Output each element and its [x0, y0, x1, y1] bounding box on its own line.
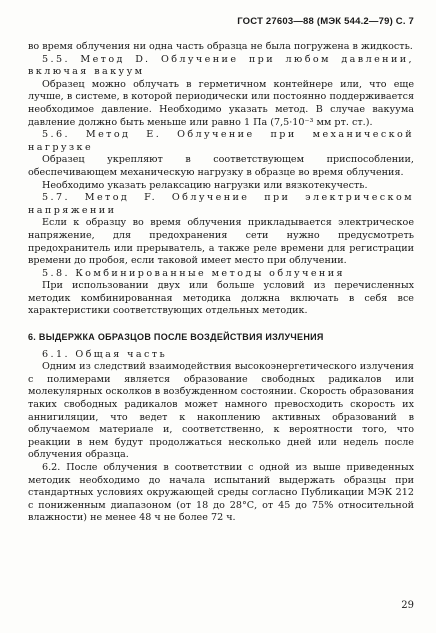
paragraph-combined-methods: При использовании двух или больше условий из перечисленных методик комбинированная методика должна включать в себя все характеристики соответствующих отдельных методик. — [28, 280, 414, 317]
paragraph-method-f: Если к образцу во время облучения прикладывается электрическое напряжение, для предохранения сети нужно предусмотреть предохранитель или прерыватель, а также реле времени для регистрации времени до пробоя, если таковой имеет место при облучении. — [28, 217, 414, 267]
paragraph-method-e-note: Необходимо указать релаксацию нагрузки или вязкотекучесть. — [42, 179, 368, 191]
subsection-heading-5-6: 5.6. Метод E. Облучение при механической нагрузке — [28, 129, 414, 153]
paragraph-method-d: Образец можно облучать в герметичном контейнере или, что еще лучше, в системе, в которой периодически или постоянно поддерживается необходимое давление. Необходимо указать метод. В случае вакуума давление должно быть меньше или равно 1 Па (7,5·10⁻³ мм рт. ст.). — [28, 78, 414, 128]
subsection-heading-5-8: 5.8. Комбинированные методы облучения — [42, 267, 345, 279]
subsection-heading-5-5: 5.5. Метод D. Облучение при любом давлении, включая вакуум — [28, 53, 414, 78]
section-heading-6: 6. ВЫДЕРЖКА ОБРАЗЦОВ ПОСЛЕ ВОЗДЕЙСТВИЯ ИЗЛУЧЕНИЯ — [28, 332, 324, 343]
paragraph-continuation: во время облучения ни одна часть образца не была погружена в жидкость. — [28, 41, 413, 52]
document-body — [28, 41, 414, 525]
paragraph-6-2: 6.2. После облучения в соответствии с одной из выше приведенных методик необходимо до начала испытаний выдержать образцы при стандартных условиях окружающей среды согласно Публикации МЭК 212 с пониженным диапазоном (от 18 до 28°С, от 45 до 75% относительной влажности) не менее 48 ч не более 72 ч. — [28, 462, 414, 524]
subsection-heading-6-1: 6.1. Общая часть — [42, 348, 168, 360]
paragraph-general: Одним из следствий взаимодействия высокоэнергетического излучения с полимерами является образование свободных радикалов или молекулярных осколков в возбужденном состоянии. Скорость образования таких свободных радикалов может намного превосходить скорость их аннигиляции, что ведет к накоплению активных образований в облучаемом материале и, соответственно, к вероятности того, что реакции в нем будут продолжаться несколько дней или недель после облучения образца. — [28, 361, 414, 461]
paragraph-method-e: Образец укрепляют в соответствующем приспособлении, обеспечивающем механическую нагрузку в образце во время облучения. — [28, 154, 414, 178]
page-number: 29 — [401, 600, 414, 611]
subsection-heading-5-7: 5.7. Метод F. Облучение при электрическом напряжении — [28, 192, 414, 216]
running-header: ГОСТ 27603—88 (МЭК 544.2—79) С. 7 — [237, 16, 414, 27]
